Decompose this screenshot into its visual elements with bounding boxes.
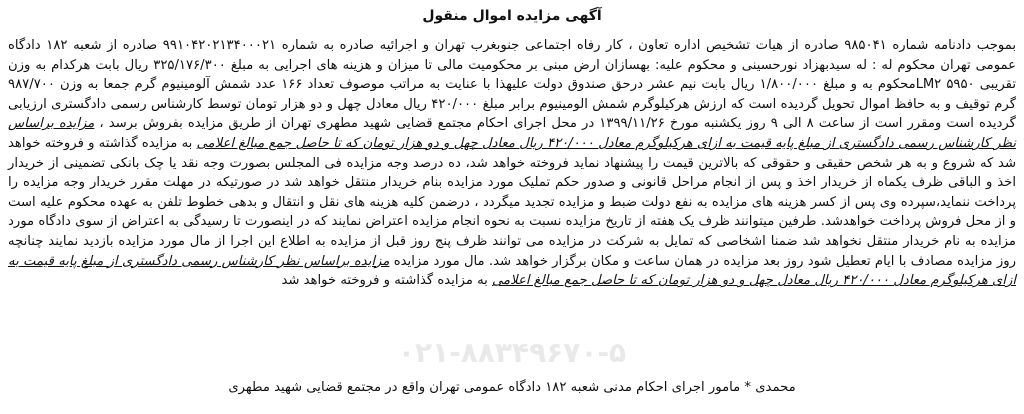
notice-highlight-price-1: مزایده براساس نظر کارشناس رسمی دادگستری از مبلغ پایه قیمت به ازای هرکیلوگرم معادل ۴۲۰/۰۰۰ ریال معادل چهل و دو هزار تومان که تا حاصل جمع مبالغ اعلامی [8,116,1016,151]
phone-watermark: ۰۲۱-۸۸۳۴۹۶۷۰-۵ [397,336,627,369]
notice-body [8,36,1016,291]
notice-signature: محمدی * مامور اجرای احکام مدنی شعبه ۱۸۲ دادگاه عمومی تهران واقع در مجتمع قضایی شهید مطهری [228,380,796,395]
notice-paragraph-terms: به مزایده گذاشته و فروخته خواهد شد که شروع و به هر شخص حقیقی و حقوقی که بالاترین قیمت را پیشنهاد نماید فروخته خواهد شد، ده درصد وجه مزایده فی المجلس بصورت وجه نقد یا چک بانکی تضمینی از خریدار اخذ و الباقی ظرف یکماه از خریدار اخذ و پس از انجام مراحل قانونی و صدور حکم تملیک مورد مزایده بنام خریدار منتقل خواهد شد در صورتیکه در مهلت مقرر خریدار وجه مزایده را پرداخت ننماید،سپرده وی پس از کسر هزینه های مزایده به نفع دولت ضبط و مزایده تجدید میگردد ، درضمن کلیه هزینه های نقل و انتقال و بدهی خطوط تلفن به عهده محکوم علیه است و از محل فروش پرداخت خواهدشد. طرفین میتوانند ظرف یک هفته از تاریخ مزایده نسبت به نحوه انجام مزایده اعتراض نمایند که در اینصورت تا رسیدگی به اعتراض از سوی دادگاه مورد مزایده به نام خریدار منتقل نخواهد شد ضمنا اشخاصی که تمایل به شرکت در مزایده می توانند ظرف پنج روز قبل از مزایده به اطلاع این اجرا از مال مورد مزایده بازدید نمایند چنانچه روز مزایده مصادف با ایام تعطیل شود روز بعد مزایده در همان ساعت و مکان برگزار خواهد شد. مال مورد مزایده [8,135,1017,269]
notice-paragraph-closing: به مزایده گذاشته و فروخته خواهد شد [281,273,488,289]
notice-title: آگهی مزایده اموال منقول [422,8,602,24]
notice-paragraph-intro: بموجب دادنامه شماره ۹۸۵۰۴۱ صادره از هیات تشخیص اداره تعاون ، کار رفاه اجتماعی جنوبغرب تهران و اجرائیه صادره به شماره ۹۹۱۰۴۲۰۲۱۳۴۰۰۰۲۱ صادره از شعبه ۱۸۲ دادگاه عمومی تهران محکوم له : له سیدبهزاد نورحسینی و محکوم علیه: بهسازان ارض مبنی بر محکومیت مالی تا میزان و هزینه های اجرایی به مبلغ ۳۲۵/۱۷۶/۳۰۰ ریال بابت هرکدام به وزن تقریبی ۵۹۵۰ LM۲محکوم به و مبلغ ۱/۸۰۰/۰۰۰ ریال بابت نیم عشر درحق صندوق دولت علیهذا با عنایت به مراتب موصوف تعداد ۱۶۶ عدد شمش آلومینیوم گرم جمعا به وزن ۹۸۷/۷۰۰ گرم توقیف و به حافظ اموال تحویل گردیده است که ارزش هرکیلوگرم شمش الومینیوم برابر مبلغ ۴۲۰/۰۰۰ ریال معادل چهل و دو هزار تومان توسط کارشناس رسمی دادگستری ارزیابی گردیده است ومقرر است از ساعت ۸ الی ۹ روز یکشنبه مورخ ۱۳۹۹/۱۱/۲۶ در محل اجرای احکام مجتمع قضایی شهید مطهری تهران از طریق مزایده بفروش برسد ، [8,38,1017,132]
notice-highlight-price-2: مزایده براساس نظر کارشناس رسمی دادگستری از مبلغ پایه قیمت به ازای هرکیلوگرم معادل ۴۲۰/۰۰۰ ریال معادل چهل و دو هزار تومان که تا حاصل جمع مبالغ اعلامی [8,253,1016,289]
